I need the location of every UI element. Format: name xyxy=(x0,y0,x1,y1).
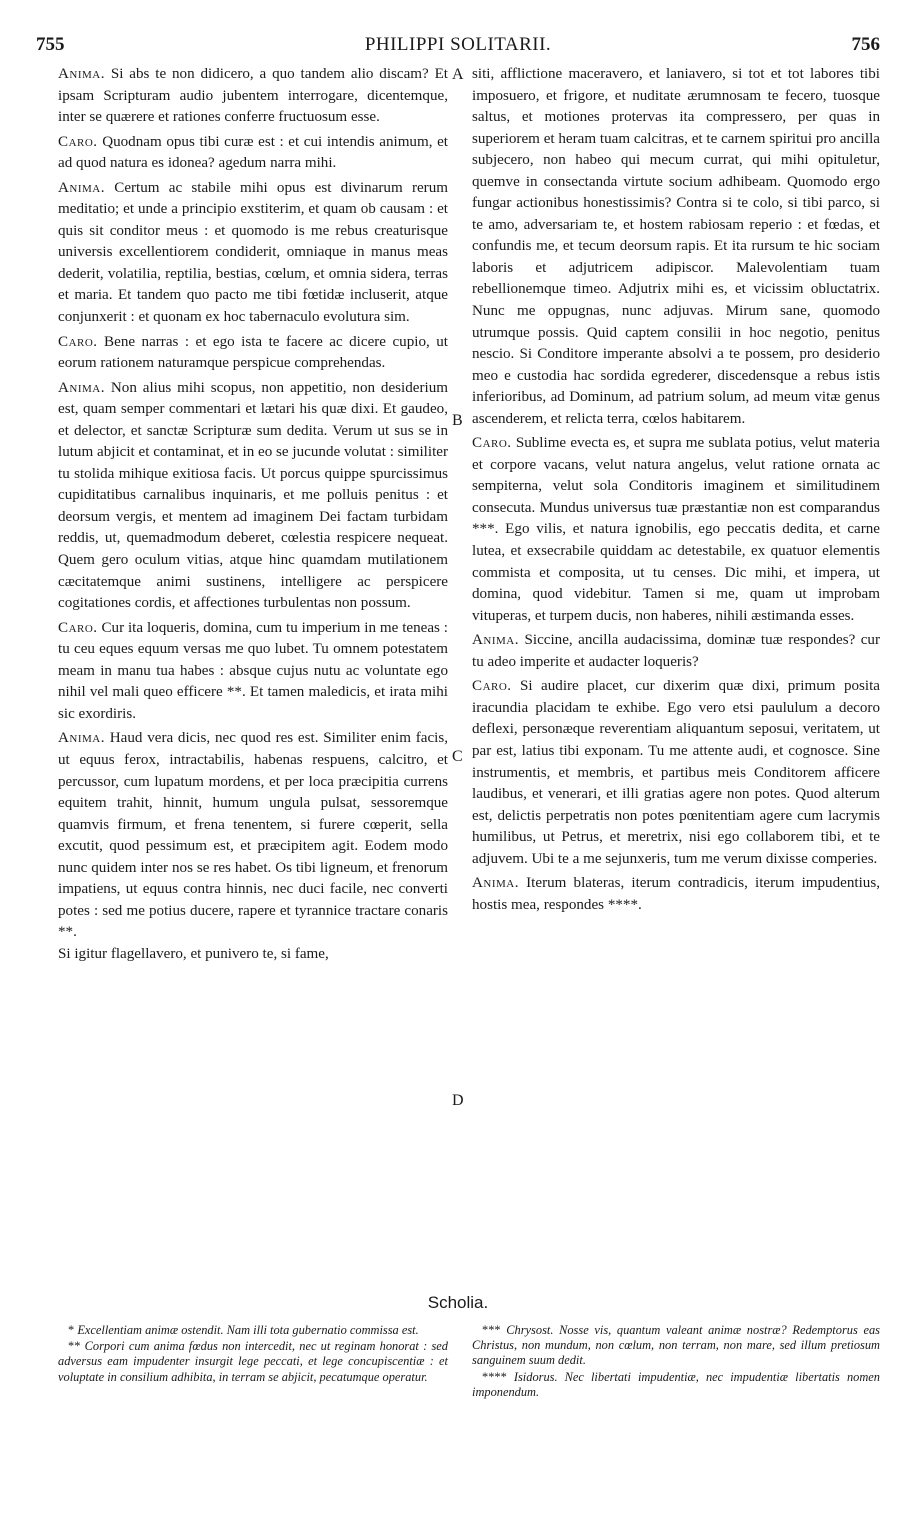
speaker-label: Anima. xyxy=(58,179,106,196)
right-column xyxy=(472,64,880,916)
paragraph xyxy=(58,132,448,175)
scholia-left xyxy=(58,1323,448,1386)
section-marker-a: A xyxy=(452,66,464,83)
note-mark: * xyxy=(68,1323,75,1337)
paragraph-text: Siccine, ancilla audacissima, dominæ tuæ respondes? cur tu adeo imperite et audacter loqueris? xyxy=(472,632,880,670)
paragraph xyxy=(472,676,880,870)
scholion-note xyxy=(472,1323,880,1369)
section-marker-c: C xyxy=(452,748,463,765)
paragraph xyxy=(58,178,448,329)
paragraph-text: Haud vera dicis, nec quod res est. Similiter enim facis, ut equus ferox, intractabilis, habenas respuens, calcitro, et percussor, cum lupatum mordens, et per loca præcipitia currens equitem trahit, hinnit, humum ungula pulsat, sessoremque quamvis firmum, et frena tenentem, si furere cœperit, sella excutit, quod pessimum est, et præcipitem agit. Eodem modo nunc quidem inter nos se res habet. Os tibi ligneum, et frenorum impatiens, ut equus contra hinnis, nec duci facile, nec converti potes : sed me potius ducere, rapere et tyrannice tractare conaris **. xyxy=(58,730,448,941)
note-text: Excellentiam animæ ostendit. Nam illi tota gubernatio commissa est. xyxy=(77,1323,419,1337)
speaker-label: Anima. xyxy=(58,379,106,396)
scholion-note xyxy=(472,1370,880,1400)
paragraph-text: Quodnam opus tibi curæ est : et cui intendis animum, et ad quod natura es idonea? agedum narra mihi. xyxy=(58,133,448,172)
paragraph xyxy=(472,64,880,430)
paragraph-text: Bene narras : et ego ista te facere ac dicere cupio, ut eorum rationem naturamque perspicue comprehendas. xyxy=(58,333,448,372)
speaker-label: Anima. xyxy=(472,632,520,649)
paragraph-text: Certum ac stabile mihi opus est divinarum rerum meditatio; et unde a principio exstiterim, et quam ob causam : et quis sit conditor meus : et quomodo is me rebus creaturisque universis excellentiorem condiderit, omniaque in manus meas dederit, volatilia, reptilia, bestias, cœlum, et omnia sidera, terras et maria. Et tandem quo pacto me tibi fœtidæ incluserit, atque conjunxerit : et quonam ex hoc tabernaculo evolutura sim. xyxy=(58,179,448,326)
running-header xyxy=(36,34,880,60)
scholia-right xyxy=(472,1323,880,1401)
paragraph-text: Sublime evecta es, et supra me sublata potius, velut materia et corpore vacans, velut natura angelus, velut ratione ornata ac sempiterna, velut sola Conditoris imaginem et similitudinem consecuta. Mundus universus tuæ præstantiæ non est comparandus ***. Ego vilis, et natura ignobilis, ego peccatis dedita, et carne lutea, et exsecrabile quiddam ac detestabile, ex quatuor elementis commista et composita, ut tu censes. Dic mihi, et impera, ut domina, quod videbitur. Tamen si me, quam ut improbam vituperas, et turpem ducis, non haberes, nihili æstimanda esses. xyxy=(472,435,880,624)
note-mark: ** xyxy=(68,1339,81,1354)
speaker-label: Anima. xyxy=(472,875,520,892)
page-number-left: 755 xyxy=(36,34,65,55)
paragraph xyxy=(58,378,448,615)
note-mark: *** xyxy=(482,1323,501,1337)
scholion-note xyxy=(58,1339,448,1385)
paragraph-text: Si abs te non didicero, a quo tandem alio discam? Et ipsam Scripturam audio jubentem interrogare, dicentemque, inter se quærere et rationes conferre fructuosum esse. xyxy=(58,66,448,126)
speaker-label: Caro. xyxy=(58,619,98,636)
section-marker-d: D xyxy=(452,1092,464,1109)
speaker-label: Anima. xyxy=(58,66,106,82)
note-text: Chrysost. Nosse vis, quantum valeant animæ nostræ? Redemptorus eas Christus, non mundum, non cœlum, non terram, non mare, sed illum pretiosum sanguinem suum dedit. xyxy=(472,1323,880,1368)
paragraph-text: Si igitur flagellavero, et punivero te, si fame, xyxy=(58,945,329,962)
scholion-note xyxy=(58,1323,448,1338)
running-title: PHILIPPI SOLITARII. xyxy=(364,34,552,55)
left-column xyxy=(58,64,448,965)
speaker-label: Caro. xyxy=(58,333,98,350)
paragraph xyxy=(58,728,448,943)
speaker-label: Caro. xyxy=(472,678,512,695)
paragraph xyxy=(472,630,880,673)
paragraph-text: Non alius mihi scopus, non appetitio, non desiderium est, quam semper commentari et lætari his quæ dixi. Et gaudeo, et delector, et sanctæ Scripturæ sum dedita. Verum ut sus se in lutum abjicit et contaminat, et in eo se jucunde volutat : similiter tu stolida mihique exitiosa facis. Ut porcus quippe spurcissimus cupiditatibus carnalibus inquinaris, et me polluis penitus : et deorsum vergis, et mentem ad imaginem Dei factam turbidam reddis, ut, quemadmodum deberet, cœlestia respicere nequeat. Quem gero oculum vitias, atque hinc quamdam mutilationem cæcitatemque animi sustinens, intelligere ac perspicere cogitationes cordis, et affectiones turbulentas non possum. xyxy=(58,379,448,612)
section-marker-b: B xyxy=(452,412,463,429)
paragraph xyxy=(58,64,448,129)
note-text: Isidorus. Nec libertati impudentiæ, nec impudentiæ libertatis nomen imponendum. xyxy=(472,1369,880,1399)
page-number-right: 756 xyxy=(851,34,880,55)
speaker-label: Caro. xyxy=(58,133,98,150)
paragraph xyxy=(472,433,880,627)
paragraph-text: Si audire placet, cur dixerim quæ dixi, primum posita iracundia placidam te exhibe. Ego vero etsi paululum a decoro deflexi, personæque reverentiam aliquantum seposui, veritatem, ut par est, latius tibi exponam. Tu me attente audi, et cognosce. Sine instrumentis, et membris, et partibus meis Conditorem afficere laudibus, et venerari, et illi gratias agere non potes. Quod alterum est, delictis perpetratis non potes pœnitentiam agere cum lacrymis humilibus, ut Petrus, et meretrix, nisi ego collaborem tibi, et te adjuvem. Ubi te a me sejunxeris, tum me verum dixisse comperies. xyxy=(472,678,881,867)
paragraph-text: Iterum blateras, iterum contradicis, iterum impudentius, hostis mea, respondes ****. xyxy=(472,875,880,913)
note-mark: **** xyxy=(482,1369,507,1384)
paragraph xyxy=(472,873,880,916)
paragraph xyxy=(58,332,448,375)
speaker-label: Anima. xyxy=(58,730,106,747)
scholia-heading: Scholia. xyxy=(427,1293,489,1312)
note-text: Corpori cum anima fœdus non intercedit, nec ut reginam honorat : sed adversus eam impudenter insurgit lege peccati, et lege concupiscentiæ : et voluptate in consilium adhibita, in terram se abjicit, pecatumque operatur. xyxy=(58,1339,448,1384)
paragraph-text: siti, afflictione maceravero, et laniavero, si tot et tot labores tibi imposuero, et frigore, et nuditate ærumnosam te fecero, tuosque saltus, et motiones protervas ita compressero, per quas in superiorem et heram tuam calcitras, et te carnem spiritui pro ancilla subjecero, non habeo qui mecum currat, qui mihi opituletur, quemve in consectanda virtute socium adhibeam. Quomodo ergo fungar actionibus honestissimis? Contra si te colo, si tibi parco, si te amo, adversariam te, et hostem rabiosam reperio : et fœdas, et confundis me, et tecum deorsum rapis. Et ita rursum te hic sociam laboris et adjutricem adipiscor. Malevolentiam tuam rebellionemque timeo. Adjutrix mihi es, et vicissim obluctatrix. Nunc me oppugnas, nunc adjuvas. Mirum sane, quomodo utrumque possis. Quid captem consilii in hoc negotio, penitus nescio. Si Conditore imperante absolvi a te possem, pro desiderio meo e custodia hac sordida egrederer, discedensque a rebus istis inferioribus, ad Dominum, ad patrium solum, ad meum vitæ genus ascenderem, et relicta terra, cœlos habitarem. xyxy=(472,66,880,427)
speaker-label: Caro. xyxy=(472,435,512,452)
paragraph xyxy=(58,944,448,966)
paragraph-text: Cur ita loqueris, domina, cum tu imperium in me teneas : tu ceu eques equum versas me quo lubet. Tu omnem potestatem meam in manu tua habes : absque cujus nutu ac voluntate ego nihil vel mali queo efficere **. Et tamen maledicis, et irata mihi sic exordiris. xyxy=(58,619,448,722)
paragraph xyxy=(58,618,448,726)
